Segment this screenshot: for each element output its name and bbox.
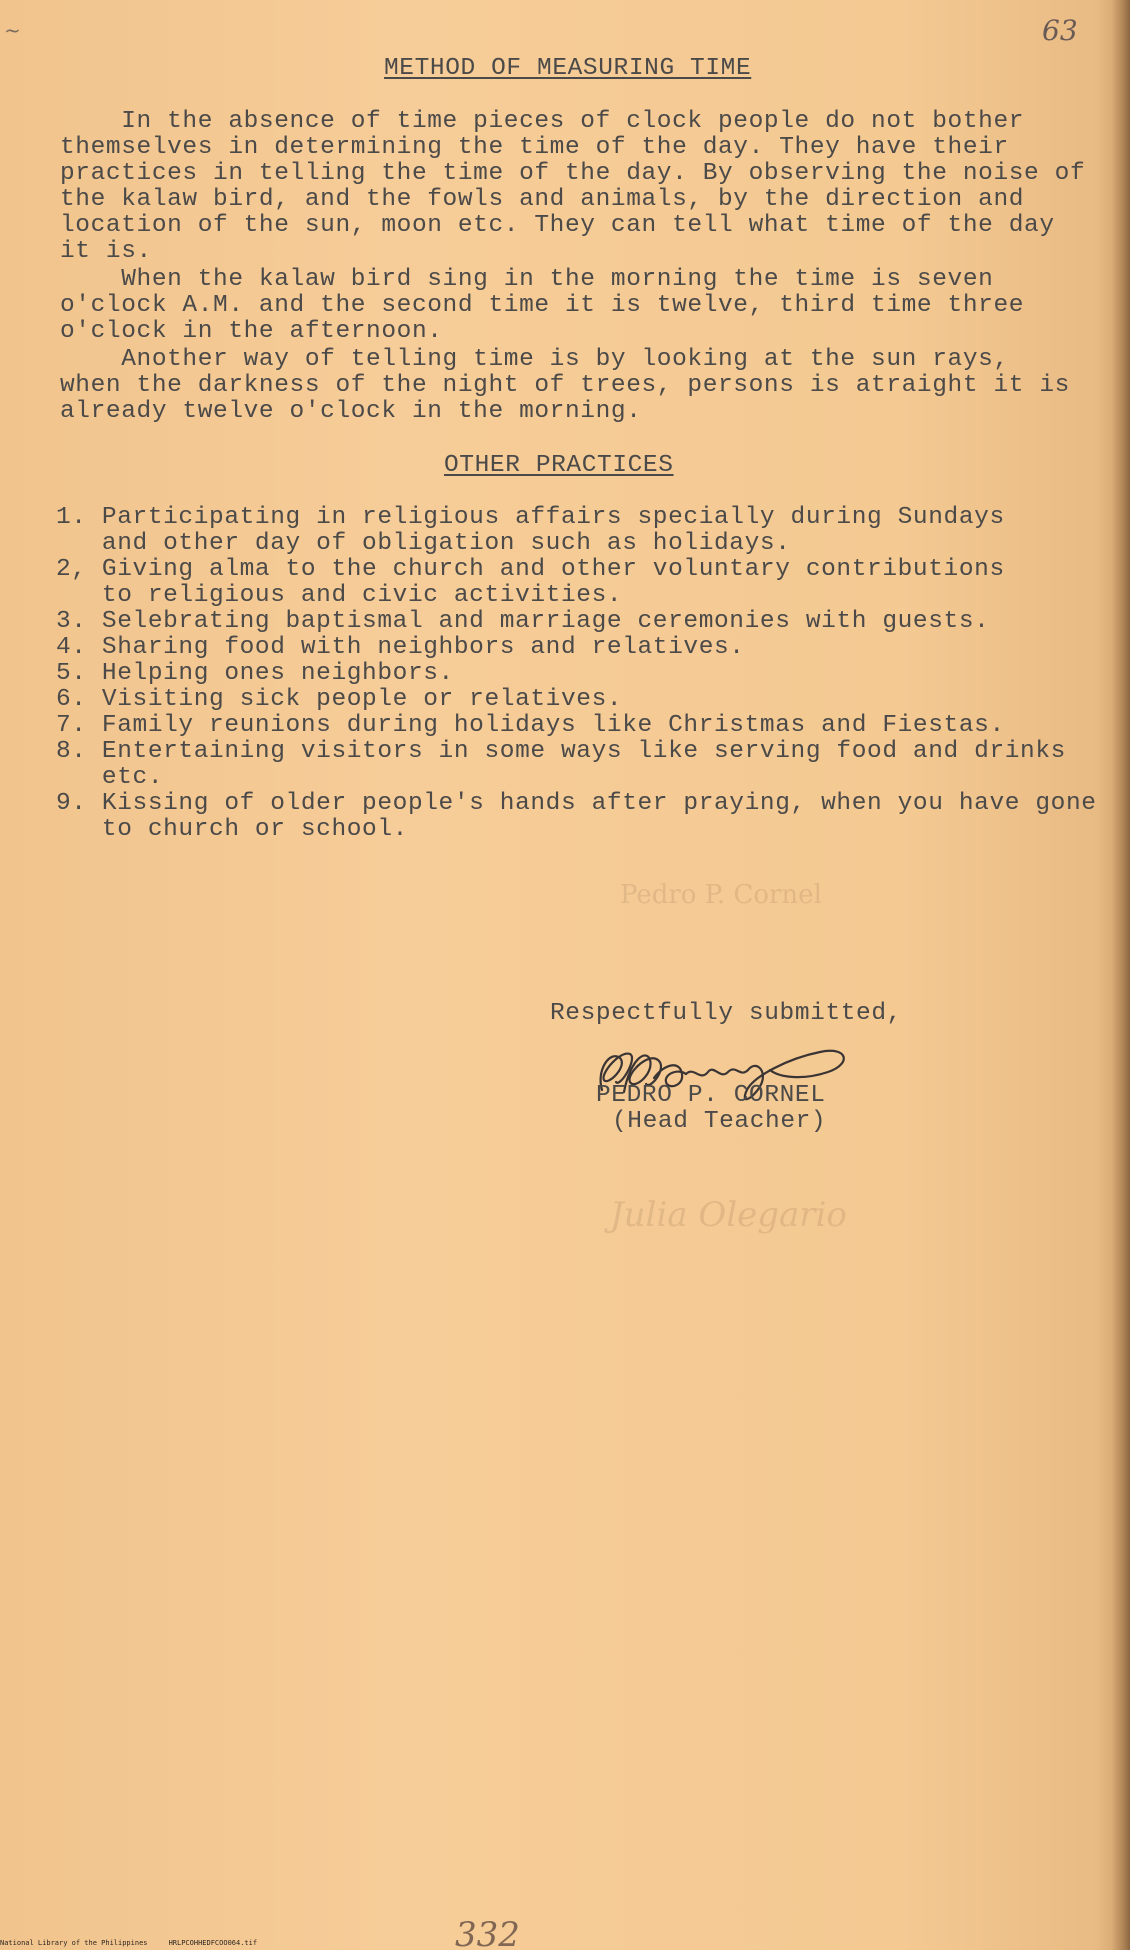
paragraph-line: When the kalaw bird sing in the morning the time is seven (60, 266, 994, 293)
section-heading-other-practices: OTHER PRACTICES (444, 452, 674, 479)
list-item: 5. Helping ones neighbors. (56, 660, 454, 687)
paragraph-line: when the darkness of the night of trees, persons is atraight it is (60, 372, 1070, 399)
list-item: 9. Kissing of older people's hands after praying, when you have gone (56, 790, 1097, 817)
paragraph-line: practices in telling the time of the day. By observing the noise of (60, 160, 1086, 187)
list-item: to religious and civic activities. (56, 582, 623, 609)
page-number: 63 (1042, 14, 1078, 47)
closing-salutation: Respectfully submitted, (550, 1000, 902, 1027)
archive-stamp-number: 332 (455, 1915, 520, 1950)
paragraph-line: the kalaw bird, and the fowls and animals, by the direction and (60, 186, 1025, 213)
list-item: 1. Participating in religious affairs specially during Sundays (56, 504, 1005, 531)
list-item: to church or school. (56, 816, 408, 843)
paragraph-line: o'clock in the afternoon. (60, 318, 443, 345)
signatory-title: (Head Teacher) (612, 1108, 827, 1135)
list-item: 4. Sharing food with neighbors and relatives. (56, 634, 745, 661)
paragraph-line: already twelve o'clock in the morning. (60, 398, 642, 425)
list-item: 8. Entertaining visitors in some ways like serving food and drinks (56, 738, 1066, 765)
paragraph-line: it is. (60, 238, 152, 265)
bleed-through-text: Pedro P. Cornel (620, 880, 822, 910)
list-item: and other day of obligation such as holidays. (56, 530, 791, 557)
archive-footer: National Library of the Philippines HRLPCOHHEDFCOO064.tif (0, 1939, 258, 1947)
paragraph-line: Another way of telling time is by looking at the sun rays, (60, 346, 1009, 373)
list-item: etc. (56, 764, 164, 791)
list-item: 6. Visiting sick people or relatives. (56, 686, 623, 713)
corner-mark: ~ (4, 18, 21, 42)
paragraph-line: themselves in determining the time of the day. They have their (60, 134, 1009, 161)
list-item: 7. Family reunions during holidays like Christmas and Fiestas. (56, 712, 1005, 739)
section-heading-measuring-time: METHOD OF MEASURING TIME (384, 55, 752, 82)
bleed-through-text: Julia Olegario (610, 1195, 847, 1235)
list-item: 2, Giving alma to the church and other voluntary contributions (56, 556, 1005, 583)
list-item: 3. Selebrating baptismal and marriage ceremonies with guests. (56, 608, 990, 635)
signatory-name: PEDRO P. CORNEL (596, 1082, 826, 1109)
paper-edge-shadow (1112, 0, 1130, 1950)
paragraph-line: In the absence of time pieces of clock people do not bother (60, 108, 1025, 135)
paragraph-line: location of the sun, moon etc. They can tell what time of the day (60, 212, 1055, 239)
paragraph-line: o'clock A.M. and the second time it is twelve, third time three (60, 292, 1025, 319)
